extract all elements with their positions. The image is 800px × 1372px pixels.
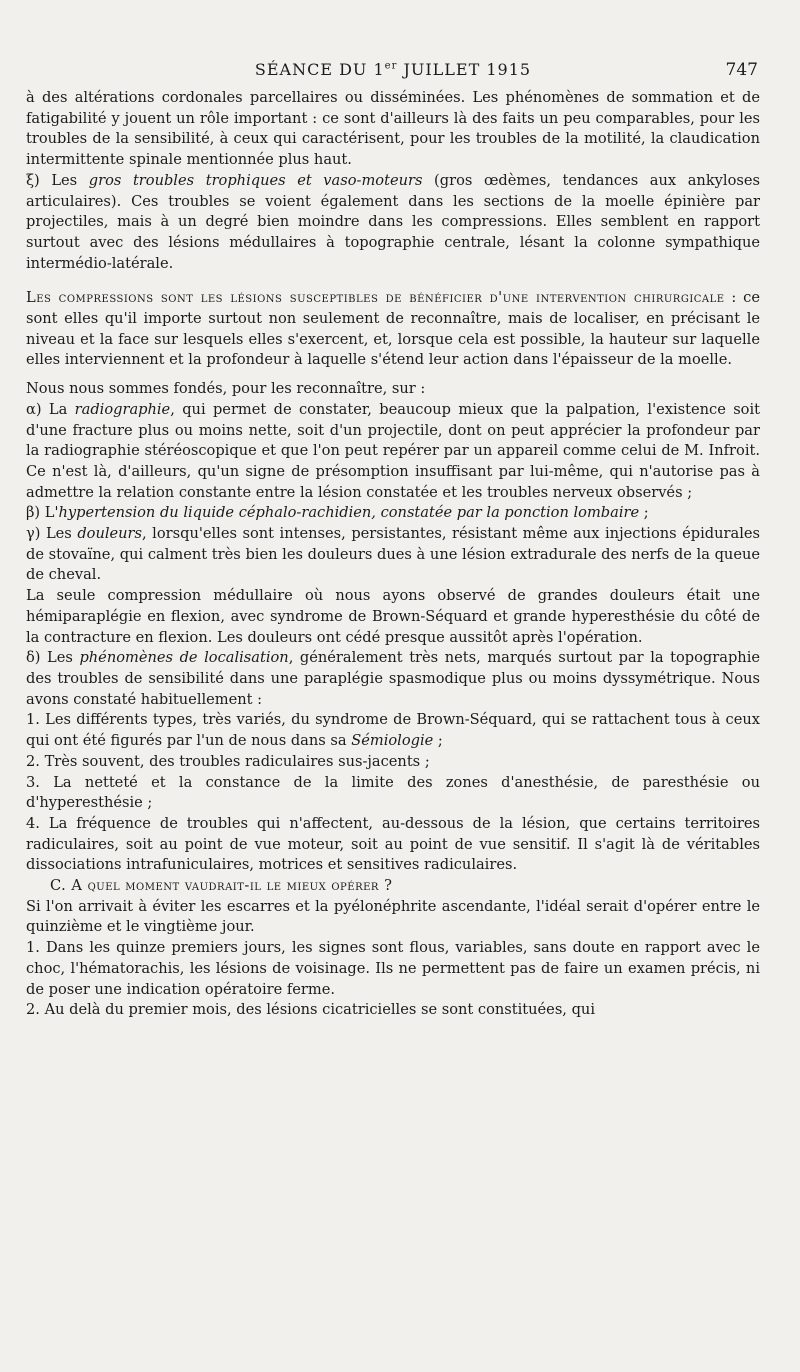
header-title: SÉANCE DU 1er JUILLET 1915: [254, 60, 532, 79]
running-header: [26, 48, 760, 88]
paragraph-sommation: à des altérations cordonales parcellaires ou disséminées. Les phénomènes de sommation et de fatigabilité y jouent un rôle important : ce sont d'ailleurs là des faits un peu comparables, pour les troubles de la sensibilité, à ceux qui caractérisent, pour les troubles de la motilité, la claudication intermittente spinale mentionnée plus haut.: [26, 89, 760, 169]
list-item: 1. Dans les quinze premiers jours, les signes sont flous, variables, sans doute en rapport avec le choc, l'hématorachis, les lésions de voisinage. Ils ne permettent pas de faire un examen précis, ni de poser une indication opératoire ferme.: [26, 939, 760, 998]
list-item: 4. La fréquence de troubles qui n'affectent, au-dessous de la lésion, que certains territoires radiculaires, soit au point de vue moteur, soit au point de vue sensitif. Il s'agit là de véritables dissociations intrafuniculaires, motrices et sensitives radiculaires.: [26, 814, 760, 874]
list-item: 2. Au delà du premier mois, des lésions cicatricielles se sont constituées, qui: [26, 1001, 595, 1019]
paragraph-hypertension: β) L'hypertension du liquide céphalo-rachidien, constatée par la ponction lombaire ;: [26, 504, 649, 522]
paragraph-douleurs: γ) Les douleurs, lorsqu'elles sont intenses, persistantes, résistant même aux injections épidurales de stovaïne, qui calment très bien les douleurs dues à une lésion extradurale des nerfs de la queue de cheval.: [26, 525, 761, 584]
paragraph-troubles-trophiques: ξ) Les gros troubles trophiques et vaso-moteurs (gros œdèmes, tendances aux ankyloses articulaires). Ces troubles se voient également dans les sections de la moelle épinière par projectiles, mais à un degré bien moindre dans les compressions. Elles semblent en rapport surtout avec des lésions médullaires à topographie centrale, lésant la colonne sympathique intermédio-latérale.: [26, 171, 760, 272]
page-number: 747: [725, 60, 758, 80]
list-item: 3. La netteté et la constance de la limite des zones d'anesthésie, de paresthésie ou d'hyperesthésie ;: [26, 773, 760, 812]
body-text: [26, 88, 760, 1021]
paragraph-seule-compression: La seule compression médullaire où nous ayons observé de grandes douleurs était une hémiparaplégie en flexion, avec syndrome de Brown-Séquard et grande hyperesthésie du côté de la contracture en flexion. Les douleurs ont cédé presque aussitôt après l'opération.: [26, 587, 760, 646]
list-item: 2. Très souvent, des troubles radiculaires sus-jacents ;: [26, 752, 430, 770]
paragraph-fondes: Nous nous sommes fondés, pour les reconnaître, sur :: [26, 380, 426, 398]
paragraph-localisation: δ) Les phénomènes de localisation, généralement très nets, marqués surtout par la topographie des troubles de sensibilité dans une paraplégie spasmodique plus ou moins dyssymétrique. Nous avons constaté habituellement :: [26, 649, 760, 708]
paragraph-compressions: Les compressions sont les lésions susceptibles de bénéficier d'une intervention chirurgicale : ce sont elles qu'il importe surtout non seulement de reconnaître, mais de localiser, en précisant le niveau et la face sur lesquels elles s'exercent, et, lorsque cela est possible, la hauteur sur laquelle elles interviennent et la profondeur à laquelle s'étend leur action dans l'épaisseur de la moelle.: [26, 289, 760, 369]
section-heading: C. A quel moment vaudrait-il le mieux opérer ?: [50, 877, 393, 895]
list-item: 1. Les différents types, très variés, du syndrome de Brown-Séquard, qui se rattachent tous à ceux qui ont été figurés par l'un de nous dans sa Sémiologie ;: [26, 711, 760, 750]
paragraph-radiographie: α) La radiographie, qui permet de constater, beaucoup mieux que la palpation, l'existence soit d'une fracture plus ou moins nette, soit d'un projectile, dont on peut apprécier la profondeur par la radiographie stéréoscopique et que l'on peut repérer par un appareil comme celui de M. Infroit. Ce n'est là, d'ailleurs, qu'un signe de présomption insuffisant par lui-même, qui n'autorise pas à admettre la relation constante entre la lésion constatée et les troubles nerveux observés ;: [26, 400, 760, 501]
paragraph-ideal: Si l'on arrivait à éviter les escarres et la pyélonéphrite ascendante, l'idéal serait d'opérer entre le quinzième et le vingtième jour.: [26, 897, 760, 936]
